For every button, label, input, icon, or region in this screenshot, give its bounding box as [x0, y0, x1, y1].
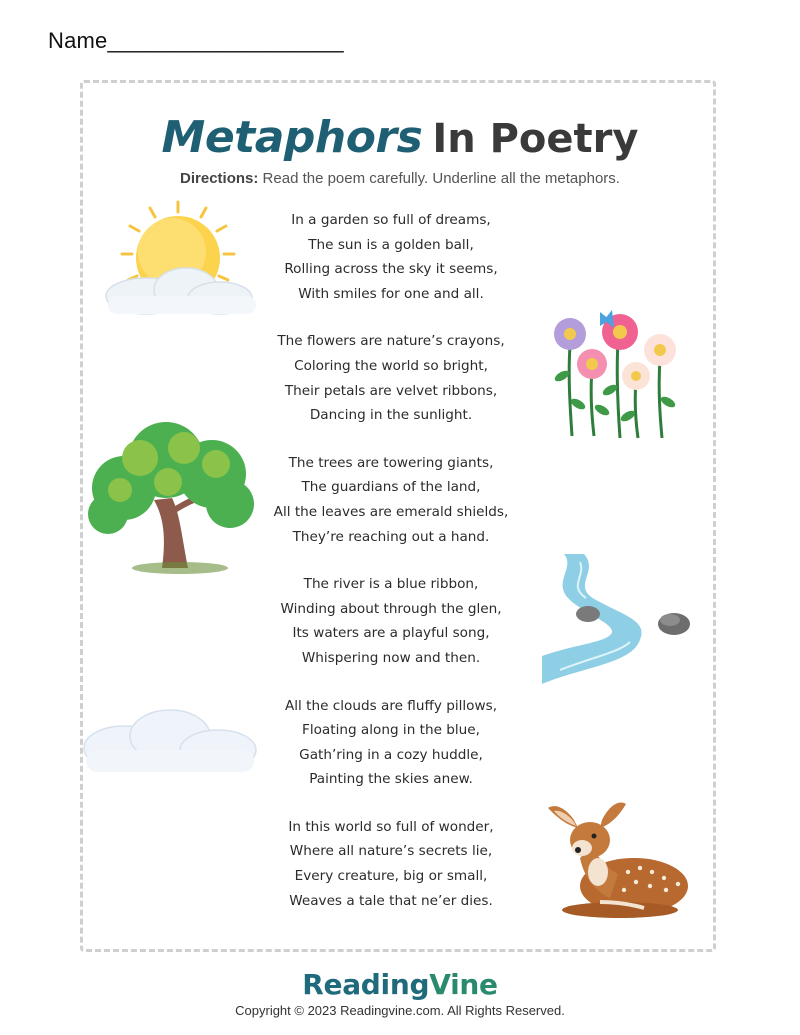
- deer-icon: [540, 798, 692, 922]
- poem-line: Coloring the world so bright,: [294, 357, 488, 374]
- brand-vine: Vine: [429, 968, 498, 1001]
- poem-line: Whispering now and then.: [301, 649, 481, 666]
- directions-text: Read the poem carefully. Underline all the metaphors.: [262, 170, 620, 187]
- title-metaphors: Metaphors: [161, 112, 423, 163]
- name-field[interactable]: [48, 28, 344, 54]
- poem-line: Gath’ring in a cozy huddle,: [299, 746, 483, 763]
- poem-line: In a garden so full of dreams,: [291, 212, 491, 228]
- stanza-2: [236, 329, 546, 427]
- poem-line: All the leaves are emerald shields,: [273, 503, 509, 520]
- poem-line: Rolling across the sky it seems,: [284, 261, 498, 278]
- poem-line: The trees are towering giants,: [288, 454, 494, 471]
- poem-line: Winding about through the glen,: [280, 600, 502, 617]
- river-icon: [540, 552, 692, 686]
- poem-line: The flowers are nature’s crayons,: [277, 333, 505, 350]
- poem-line: Weaves a tale that ne’er dies.: [289, 892, 493, 909]
- poem-line: The guardians of the land,: [301, 479, 481, 496]
- poem-line: Floating along in the blue,: [302, 722, 480, 739]
- poem-line: The sun is a golden ball,: [308, 236, 474, 253]
- directions-label: Directions:: [180, 170, 259, 187]
- name-label: Name: [48, 28, 108, 53]
- poem-line: The river is a blue ribbon,: [303, 576, 479, 593]
- poem-line: Painting the skies anew.: [309, 771, 473, 788]
- poem-line: Their petals are velvet ribbons,: [284, 382, 498, 399]
- directions: [0, 170, 800, 187]
- stanza-4: [236, 572, 546, 670]
- poem-line: With smiles for one and all.: [298, 285, 484, 302]
- stanza-1: [236, 208, 546, 306]
- stanza-3: [236, 451, 546, 549]
- title-in-poetry: In Poetry: [432, 116, 639, 162]
- stanza-5: [236, 694, 546, 792]
- flowers-icon: [540, 306, 690, 442]
- poem-line: Every creature, big or small,: [294, 868, 488, 885]
- cloud-icon: [78, 706, 260, 778]
- poem-line: They’re reaching out a hand.: [292, 528, 490, 545]
- sun-cloud-icon: [98, 198, 258, 320]
- poem-line: In this world so full of wonder,: [288, 818, 494, 835]
- copyright: Copyright © 2023 Readingvine.com. All Rights Reserved.: [235, 1003, 565, 1018]
- poem-line: Where all nature’s secrets lie,: [289, 843, 493, 860]
- stanza-6: [236, 815, 546, 913]
- poem-line: Its waters are a playful song,: [292, 625, 490, 642]
- tree-icon: [84, 418, 258, 576]
- name-blank[interactable]: ___________________: [107, 28, 344, 53]
- poem-line: All the clouds are fluffy pillows,: [284, 697, 498, 714]
- page-title: [0, 112, 800, 163]
- poem-line: Dancing in the sunlight.: [309, 407, 473, 424]
- poem: [236, 208, 546, 913]
- brand-logo: [0, 968, 800, 1001]
- brand-reading: Reading: [302, 968, 430, 1001]
